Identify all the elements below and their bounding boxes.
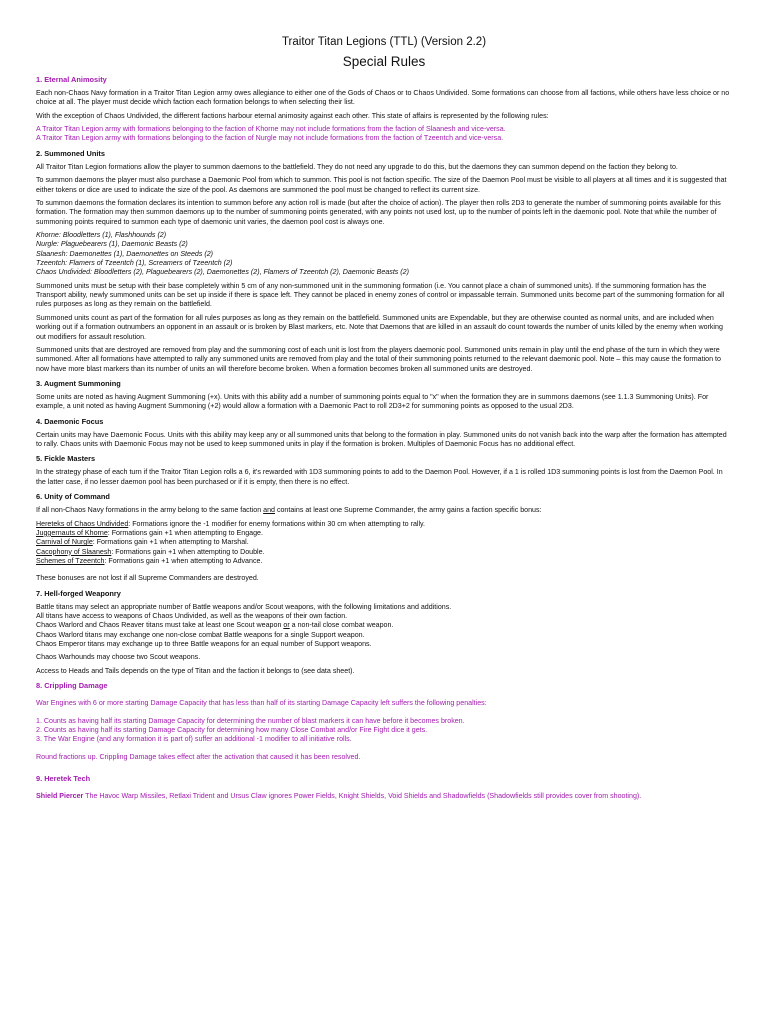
- section-heading: 8. Crippling Damage: [36, 681, 108, 691]
- bonus-item: [36, 548, 732, 557]
- bonus-text: : Formations gain +1 when attempting to Engage.: [107, 528, 263, 537]
- paragraph: Chaos Warlord titans may exchange one non-close combat Battle weapons for a single Support weapon.: [36, 630, 365, 639]
- section-summoned-units: [36, 149, 732, 374]
- paragraph: Chaos Emperor titans may exchange up to three Battle weapons for an equal number of Support weapons.: [36, 640, 372, 649]
- bonus-text: : Formations gain +1 when attempting to Marshal.: [92, 538, 249, 547]
- section-eternal-animosity: [36, 75, 732, 144]
- section-heading: 2. Summoned Units: [36, 148, 105, 158]
- list-item: Nurgle: Plaguebearers (1), Daemonic Beasts (2): [36, 240, 188, 249]
- bonus-item: [36, 538, 732, 547]
- paragraph: Chaos Warhounds may choose two Scout weapons.: [36, 653, 201, 662]
- rule-nurgle-tzeentch: A Traitor Titan Legion army with formations belonging to the faction of Nurgle may not include formations from the faction of Tzeentch and vice-versa.: [36, 134, 504, 143]
- paragraph: Certain units may have Daemonic Focus. Units with this ability may keep any or all summoned units that belong to the formation in play. Summoned units do not vanish back into the warp after the formation has attempted to rally. Chaos units with Daemonic Focus may not be used to keep summoned units in play if the formation is broken. Multiples of Daemonic Focus has no additional effect.: [36, 430, 727, 449]
- section-daemonic-focus: [36, 417, 732, 450]
- bonus-name: Cacophony of Slaanesh: [36, 547, 112, 556]
- text-run: Chaos Warlord and Chaos Reaver titans must take at least one Scout weapon: [36, 621, 284, 630]
- paragraph: To summon daemons the formation declares its intention to summon before any action roll is made (but after the choice of action). The player then rolls 2D3 to generate the number of summoning points available for this formation. The formation may then summon daemons up to the number of summoning points generated, with any points not used lost, up to the number of points left in the daemonic pool. Note that while the number of summoning points required to summon each type of daemonic unit varies, the daemon pool cost is always one.: [36, 198, 721, 226]
- bonus-list: [36, 520, 732, 567]
- penalty-item: 3. The War Engine (and any formation it is part of) suffer an additional -1 modifier to all initiative rolls.: [36, 735, 352, 744]
- paragraph: With the exception of Chaos Undivided, the different factions harbour eternal animosity against each other. This state of affairs is represented by the following rules:: [36, 111, 549, 120]
- bonus-name: Carnival of Nurgle: [36, 538, 93, 547]
- paragraph: Battle titans may select an appropriate number of Battle weapons and/or Scout weapons, with the following limitations and additions.: [36, 602, 452, 611]
- section-heading: 4. Daemonic Focus: [36, 416, 104, 426]
- bonus-item: [36, 529, 732, 538]
- section-heading: 9. Heretek Tech: [36, 773, 91, 783]
- paragraph: [36, 506, 732, 515]
- list-item: Khorne: Bloodletters (1), Flashhounds (2): [36, 230, 167, 239]
- penalty-item: 1. Counts as having half its starting Damage Capacity for determining the number of blast markers it can have before it becomes broken.: [36, 716, 465, 725]
- document-subtitle: Special Rules: [342, 54, 426, 69]
- section-unity-of-command: [36, 492, 732, 584]
- paragraph: All Traitor Titan Legion formations allow the player to summon daemons to the battlefield. They do not need any upgrade to do this, but the daemons they can summon depend on the faction they belong to.: [36, 162, 678, 171]
- section-heading: 6. Unity of Command: [36, 492, 110, 502]
- bonus-text: : Formations gain +1 when attempting to Double.: [111, 547, 265, 556]
- paragraph: Some units are noted as having Augment Summoning (+x). Units with this ability add a number of summoning points equal to "x" when the formation they are in summons daemons (see 1.1.3 Summoning Units). For example, a unit noted as having Augment Summoning (+2) would allow a formation with a Daemonic Pact to roll 2D3+2 for summoning points as opposed to the usual 2D3.: [36, 392, 709, 411]
- text-run: a non-tail close combat weapon.: [289, 621, 394, 630]
- document-title: Traitor Titan Legions (TTL) (Version 2.2): [281, 36, 487, 48]
- section-heretek-tech: [36, 774, 732, 801]
- list-item: Tzeentch: Flamers of Tzeentch (1), Screamers of Tzeentch (2): [36, 259, 233, 268]
- text-run: If all non-Chaos Navy formations in the army belong to the same faction: [36, 506, 264, 515]
- paragraph: In the strategy phase of each turn if the Traitor Titan Legion rolls a 6, it's rewarded with 1D3 summoning points to add to the Daemon Pool. However, if a 1 is rolled 1D3 summoning points is lost from the Daemon Pool. In the latter case, if no lesser daemon pool has been purchased or if it is empty, then there is no effect.: [36, 468, 723, 486]
- bonus-item: [36, 557, 732, 566]
- paragraph: Summoned units that are destroyed are removed from play and the summoning cost of each unit is lost from the players daemonic pool. Summoned units remain in play until the end phase of the turn in which they were summoned. After all formations have attempted to rally any summoned units are removed from play and the total of their summoning points returned to the relevant daemonic pool. Note – this may cause the formation to now have more blast markers than its number of units an will therefore become broken. When a formation becomes broken all summoned units are destroyed.: [36, 345, 721, 373]
- paragraph: [36, 621, 732, 630]
- paragraph: War Engines with 6 or more starting Damage Capacity that has less than half of its starting Damage Capacity left suffers the following penalties:: [36, 699, 487, 708]
- bonus-text: : Formations gain +1 when attempting to Advance.: [104, 556, 263, 565]
- section-augment-summoning: [36, 379, 732, 412]
- underlined-word: and: [263, 506, 275, 515]
- paragraph: All titans have access to weapons of Chaos Undivided, as well as the weapons of their own faction.: [36, 612, 348, 621]
- underlined-word: or: [283, 621, 290, 630]
- section-hell-forged-weaponry: [36, 589, 732, 677]
- text-run: contains at least one Supreme Commander, the army gains a faction specific bonus:: [274, 506, 542, 515]
- spacer: [36, 566, 732, 574]
- bonus-name: Hereteks of Chaos Undivided: [36, 519, 129, 528]
- penalty-item: 2. Counts as having half its starting Damage Capacity for determining how many Close Combat and/or Fire Fight dice it gets.: [36, 725, 428, 734]
- list-item: Slaanesh: Daemonettes (1), Daemonettes on Steeds (2): [36, 249, 214, 258]
- section-heading: 1. Eternal Animosity: [36, 75, 107, 84]
- section-heading: 5. Fickle Masters: [36, 454, 96, 464]
- section-fickle-masters: [36, 454, 732, 487]
- bonus-item: [36, 520, 732, 529]
- paragraph: Each non-Chaos Navy formation in a Traitor Titan Legion army owes allegiance to either one of the Gods of Chaos or to Chaos Undivided. Some formations can choose from all factions, while others have less choice or no choice at all. The player must decide which faction each formation belongs to when selecting their list.: [36, 89, 730, 107]
- section-heading: 7. Hell-forged Weaponry: [36, 588, 121, 598]
- spacer: [36, 745, 732, 753]
- paragraph: Access to Heads and Tails depends on the type of Titan and the faction it belongs to (see data sheet).: [36, 666, 355, 675]
- rule-name: Shield Piercer: [36, 791, 84, 800]
- paragraph: Summoned units count as part of the formation for all rules purposes as long as they remain on the battlefield. Summoned units are Expendable, but they are otherwise counted as normal units, and are included when working out if a formation outnumbers an opponent in an assault or is broken by Blast markers, etc. Note that Daemons that are killed in an assault do count towards the number of units killed by the enemy when working out modifiers for assault resolution.: [36, 313, 723, 341]
- paragraph: These bonuses are not lost if all Supreme Commanders are destroyed.: [36, 574, 259, 583]
- paragraph: To summon daemons the player must also purchase a Daemonic Pool from which to summon. This pool is not faction specific. The size of the Daemon Pool must be visible to all players at all times and it is suggested that either tokens or dice are used to indicate the size of the pool. As daemons are summoned the pool must be changed to reflect its current size.: [36, 176, 727, 194]
- bonus-name: Schemes of Tzeentch: [36, 556, 105, 565]
- section-heading: 3. Augment Summoning: [36, 378, 121, 388]
- list-item: Chaos Undivided: Bloodletters (2), Plaguebearers (2), Daemonettes (2), Flamers of Tzeentch (2), Daemonic Beasts (2): [36, 268, 409, 277]
- paragraph: [36, 792, 732, 801]
- paragraph: Round fractions up. Crippling Damage takes effect after the activation that caused it has been resolved.: [36, 752, 361, 761]
- daemon-list: [36, 231, 732, 278]
- rule-khorne-slaanesh: A Traitor Titan Legion army with formations belonging to the faction of Khorne may not include formations from the faction of Slaanesh and vice-versa.: [36, 125, 506, 134]
- bonus-name: Juggernauts of Khorne: [36, 528, 108, 537]
- rule-text: The Havoc Warp Missiles, Retlaxi Trident and Ursus Claw ignores Power Fields, Knight Shields, Void Shields and Shadowfields (Shadowfields still provides cover from shooting).: [83, 791, 642, 800]
- bonus-text: : Formations ignore the -1 modifier for enemy formations within 30 cm when attempting to rally.: [128, 519, 426, 528]
- section-crippling-damage: [36, 681, 732, 762]
- paragraph: Summoned units must be setup with their base completely within 5 cm of any non-summoned unit in the summoning formation (i.e. You cannot place a chain of summoned units). If the summoning formation has the Transport ability, newly summoned units can be set up inside if there is space left. They cannot be placed in enemy zones of control or impassable terrain. Summoned units become part of the summoning formation for all rules purposes as long as they remain on the battlefield.: [36, 281, 725, 309]
